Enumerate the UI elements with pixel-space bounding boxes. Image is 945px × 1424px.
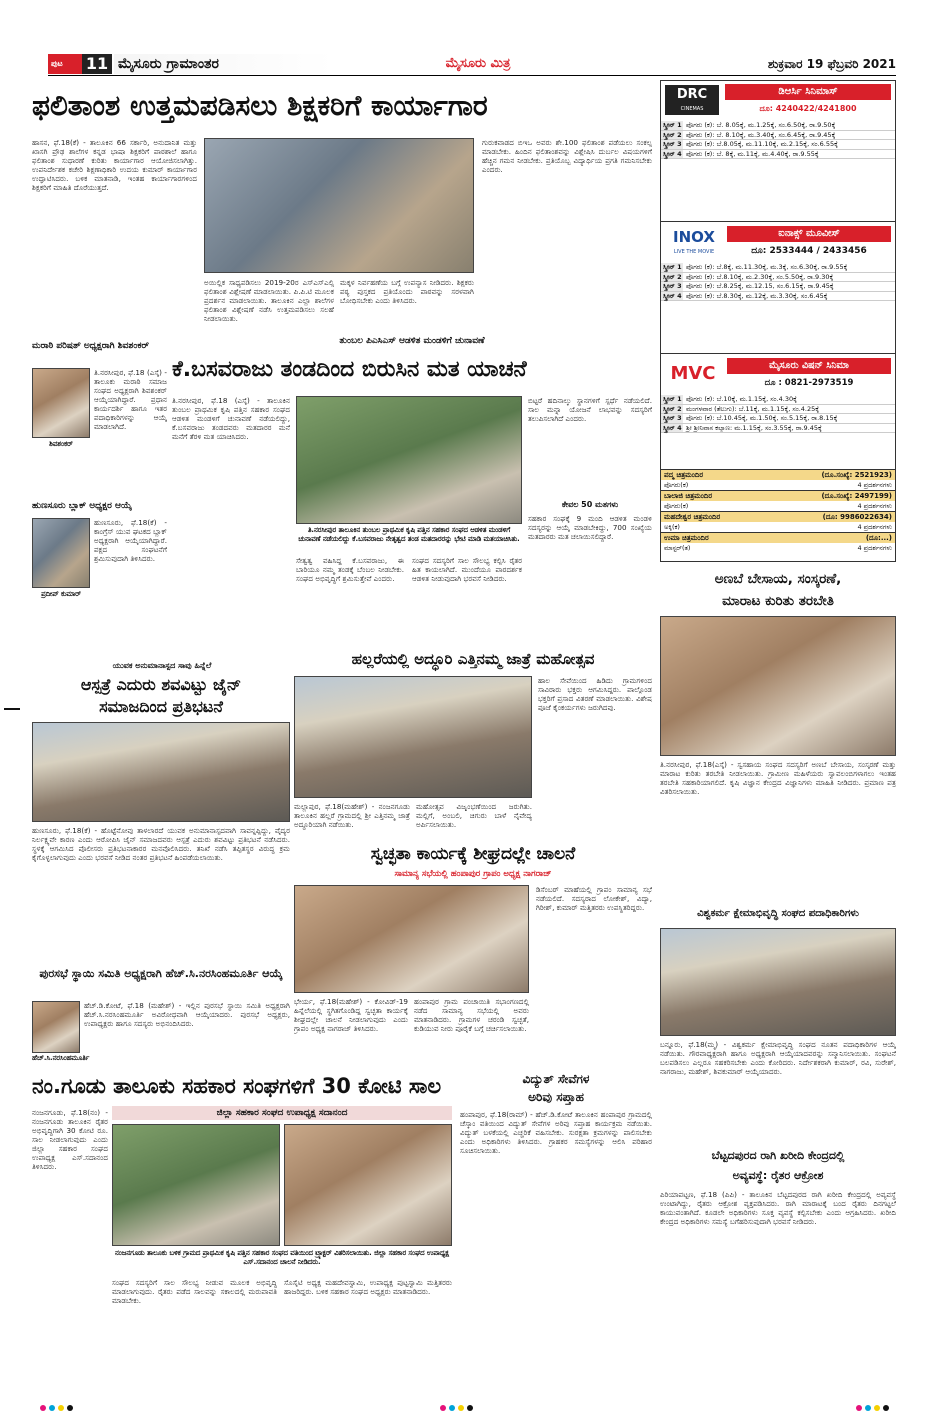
drc-row-screen: ಸ್ಕ್ರೀನ್ 3 xyxy=(663,140,682,148)
inox-row xyxy=(661,263,895,273)
registration-dot xyxy=(58,1405,64,1411)
inox-row xyxy=(661,273,895,283)
theatre-block xyxy=(661,511,895,532)
inox-row-shows: ಪೊಗರು (ಕ): ಬೆ.8ಕ್ಕೆ, ಮ.11.30ಕ್ಕೆ, ಮ.3ಕ್ಕೆ, ಸಂ.6.30ಕ್ಕೆ, ರಾ.9.55ಕ್ಕೆ xyxy=(686,263,848,271)
mvc-row-screen: ಸ್ಕ್ರೀನ್ 4 xyxy=(663,423,682,432)
story-anabe-headline-2: ಮಾರಾಟ ಕುರಿತು ತರಬೇತಿ xyxy=(722,593,834,609)
story-basava-subhead: ಕೇವಲ 50 ಮತಗಳು xyxy=(561,500,619,509)
story-loan-col-3: ಸೊಸೈಟಿ ಅಧ್ಯಕ್ಷ ಮಹದೇವಸ್ವಾಮಿ, ಉಪಾಧ್ಯಕ್ಷ ಪುಟ್ಟಸ್ವಾಮಿ ಮತ್ತಿತರರು ಹಾಜರಿದ್ದರು. ಬಳಿಕ ಸಹಕಾರ ಸಂಘದ ಅಧ್ಯಕ್ಷರು ಮಾತನಾಡಿದರು. xyxy=(284,1278,452,1296)
left-margin-mark xyxy=(4,708,20,710)
story-vishwakarma-text: ಬನ್ನೂರು, ಫೆ.18(ಮ್ಮ) - ವಿಶ್ವಕರ್ಮ ಕ್ಷೇಮಾಭಿವೃದ್ಧಿ ಸಂಘದ ನೂತನ ಪದಾಧಿಕಾರಿಗಳ ಆಯ್ಕೆ ನಡೆಯಿತು. ಗೌರವಾಧ್ಯಕ್ಷರಾಗಿ ಹಾಗೂ ಅಧ್ಯಕ್ಷರಾಗಿ ಆಯ್ಕೆಯಾದವರನ್ನು ಸನ್ಮಾನಿಸಲಾಯಿತು. ಸಂಘಟನೆ ಬಲಪಡಿಸಲು ಎಲ್ಲರೂ ಸಹಕರಿಸಬೇಕು ಎಂದು ಕೋರಿದರು. ನಿರ್ದೇಶಕರಾಗಿ ಕುಮಾರ್, ರವಿ, ಸುರೇಶ್, ನಾಗರಾಜು, ಮಹೇಶ್, ಶಿವಕುಮಾರ್ ಆಯ್ಕೆಯಾದರು. xyxy=(660,1040,896,1076)
story-anabe xyxy=(660,568,896,898)
cinema-inox-header xyxy=(661,221,895,261)
registration-dot xyxy=(440,1405,446,1411)
mvc-row-shows: ಪೊಗರು (ಕ): ಬೆ.10.45ಕ್ಕೆ, ಮ.1.50ಕ್ಕೆ, ಸಂ.5.15ಕ್ಕೆ, ರಾ.8.15ಕ್ಕೆ xyxy=(686,414,838,422)
story-loan xyxy=(32,1068,652,1386)
lead-col-3: ಮಕ್ಕಳ ನಿರ್ವಹಣೆಯ ಬಗ್ಗೆ ಉಪನ್ಯಾಸ ನೀಡಿದರು. ಶಿಕ್ಷಕರು ಪಠ್ಯ ಪುಸ್ತಕದ ಪ್ರತಿಯೊಂದು ಪಾಠವನ್ನು ಸರಳವಾಗಿ ಬೋಧಿಸಬೇಕು ಎಂದು ತಿಳಿಸಿದರು. xyxy=(340,278,474,305)
theatre-block xyxy=(661,469,895,490)
registration-dots-right xyxy=(856,1405,889,1411)
story-pura-name: ಹೆಚ್.ಸಿ.ನರಸಿಂಹಮೂರ್ತಿ xyxy=(32,1054,90,1062)
story-swachh-headline: ಸ್ವಚ್ಛತಾ ಕಾರ್ಯಕ್ಕೆ ಶೀಘ್ರದಲ್ಲೇ ಚಾಲನೆ xyxy=(370,844,576,864)
story-left-2-name: ಪ್ರದೀಪ್ ಕುಮಾರ್ xyxy=(41,590,81,598)
inox-row-shows: ಪೊಗರು (ಕ): ಬೆ.8.30ಕ್ಕೆ, ಮ.12ಕ್ಕೆ, ಮ.3.30ಕ್ಕೆ, ಸಂ.6.45ಕ್ಕೆ xyxy=(686,291,828,300)
story-swachh-col-3: ಡಿಸೆಂಬರ್ ಮಾಹೆಯಲ್ಲಿ ಗ್ರಾಪಂ ಸಾಮಾನ್ಯ ಸಭೆ ನಡೆಯಲಿದೆ. ಸದಸ್ಯರಾದ ಲೋಕೇಶ್, ವಿದ್ಯಾ, ಗಿರೀಶ್, ಕುಮಾರ್ ಮತ್ತಿತರರು ಉಪಸ್ಥಿತರಿದ್ದರು. xyxy=(536,885,652,912)
registration-dot xyxy=(449,1405,455,1411)
story-anabe-text: ತಿ.ನರಸೀಪುರ, ಫೆ.18(ಎಸ್ಕೆ) - ಸ್ವಸಹಾಯ ಸಂಘದ ಸದಸ್ಯರಿಗೆ ಅಣಬೆ ಬೇಸಾಯ, ಸಂಸ್ಕರಣೆ ಮತ್ತು ಮಾರಾಟ ಕುರಿತು ತರಬೇತಿ ನೀಡಲಾಯಿತು. ಗ್ರಾಮೀಣ ಮಹಿಳೆಯರು ಸ್ವಾವಲಂಬಿಗಳಾಗಲು ಇಂತಹ ತರಬೇತಿ ಸಹಕಾರಿಯಾಗಲಿದೆ. ಕೃಷಿ ವಿಜ್ಞಾನ ಕೇಂದ್ರದ ವಿಜ್ಞಾನಿಗಳು ಮಾಹಿತಿ ನೀಡಿದರು. ಪ್ರಮಾಣ ಪತ್ರ ವಿತರಿಸಲಾಯಿತು. xyxy=(660,760,896,796)
mvc-name: ಮೈಸೂರು ವಿಷನ್ ಸಿನಿಮಾ xyxy=(727,358,891,374)
inox-row-screen: ಸ್ಕ್ರೀನ್ 4 xyxy=(663,291,682,300)
story-swachh-photo xyxy=(294,885,529,993)
inox-row xyxy=(661,282,895,292)
theatre-name: ಉಮಾ ಚಿತ್ರಮಂದಿರ xyxy=(664,534,709,542)
story-jain-photo xyxy=(32,722,290,822)
story-left-1-text: ತಿ.ನರಸೀಪುರ, ಫೆ.18 (ಎಸ್ಕೆ) - ತಾಲೂಕು ಮರಾಠಿ ಸಮಾಜ ಸಂಘದ ಅಧ್ಯಕ್ಷರಾಗಿ ಶಿವಶಂಕರ್ ಆಯ್ಕೆಯಾಗಿದ್ದಾರೆ. ಪ್ರಧಾನ ಕಾರ್ಯದರ್ಶಿ ಹಾಗೂ ಇತರ ಪದಾಧಿಕಾರಿಗಳನ್ನು ಆಯ್ಕೆ ಮಾಡಲಾಗಿದೆ. xyxy=(94,368,167,431)
lead-headline: ಫಲಿತಾಂಶ ಉತ್ತಮಪಡಿಸಲು ಶಿಕ್ಷಕರಿಗೆ ಕಾರ್ಯಾಗಾರ xyxy=(32,89,488,122)
story-left-2-portrait xyxy=(32,518,90,588)
mvc-row xyxy=(661,424,895,434)
story-jain-headline-1: ಆಸ್ಪತ್ರೆ ಎದುರು ಶವವಿಟ್ಟು ಜೈನ್ xyxy=(80,675,242,694)
story-vidyut xyxy=(460,1068,652,1386)
inox-logo-sub: LIVE THE MOVIE xyxy=(673,249,715,255)
story-hallare xyxy=(294,646,652,836)
drc-row xyxy=(661,131,895,141)
section-name: ಮೈಸೂರು ಗ್ರಾಮಾಂತರ xyxy=(114,54,334,74)
drc-row-shows: ಪೊಗರು (ಕ): ಬೆ.8.05ಕ್ಕೆ, ಮ.11.10ಕ್ಕೆ, ಮ.2.15ಕ್ಕೆ, ಸಂ.6.55ಕ್ಕೆ xyxy=(686,140,838,148)
theatre-phone: (ದೂ.ಸಂಖ್ಯೆ: 2521923) xyxy=(821,471,892,479)
registration-dot xyxy=(467,1405,473,1411)
theatre-movie: ಅಕ್ಕಿ(ಕ) xyxy=(664,523,680,531)
theatre-shows: 4 ಪ್ರದರ್ಶನಗಳು xyxy=(857,523,892,531)
story-ragi-headline-2: ಅವ್ಯವಸ್ಥೆ: ರೈತರ ಆಕ್ರೋಶ xyxy=(732,1169,824,1182)
drc-logo-sub: CINEMAS xyxy=(680,106,704,112)
registration-dot xyxy=(40,1405,46,1411)
story-ragi xyxy=(660,1146,896,1386)
masthead-rule xyxy=(48,75,896,76)
story-jain-headline-2: ಸಮಾಜದಿಂದ ಪ್ರತಿಭಟನೆ xyxy=(99,697,223,716)
drc-row-shows: ಪೊಗರು (ಕ): ಬೆ. 8ಕ್ಕೆ, ಮ.11ಕ್ಕೆ, ಮ.4.40ಕ್ಕೆ, ರಾ.9.55ಕ್ಕೆ xyxy=(686,149,819,158)
drc-phone: ದೂ: 4240422/4241800 xyxy=(759,104,857,113)
cinema-mvc-header xyxy=(661,353,895,393)
theatre-block xyxy=(661,490,895,511)
drc-name: ಡಿಆರ್ಸಿ ಸಿನಿಮಾಸ್ xyxy=(725,84,891,100)
theatre-shows: 4 ಪ್ರದರ್ಶನಗಳು xyxy=(857,502,892,510)
registration-dots-left xyxy=(40,1405,73,1411)
story-vishwakarma-headline: ವಿಶ್ವಕರ್ಮ ಕ್ಷೇಮಾಭಿವೃದ್ಧಿ ಸಂಘದ ಪದಾಧಿಕಾರಿಗಳು xyxy=(697,908,859,919)
story-pura xyxy=(32,965,290,1065)
story-left-1 xyxy=(32,340,167,490)
story-anabe-photo xyxy=(660,616,896,756)
inox-row xyxy=(661,292,895,302)
theatre-name: ಬಾಲಾಜಿ ಚಿತ್ರಮಂದಿರ xyxy=(664,492,713,500)
registration-dot xyxy=(865,1405,871,1411)
story-hallare-headline: ಹಲ್ಲರೆಯಲ್ಲಿ ಅದ್ಧೂರಿ ಎತ್ತಿನಮ್ಮ ಜಾತ್ರೆ ಮಹೋತ್ಸವ xyxy=(351,650,595,668)
mvc-row-shows: ಶ್ರೀ ಶ್ರೀನಿವಾಸ ಕಲ್ಯಾಣ: ಮ.1.15ಕ್ಕೆ, ಸಂ.3.55ಕ್ಕೆ, ರಾ.9.45ಕ್ಕೆ xyxy=(686,423,822,432)
page-date: ಶುಕ್ರವಾರ 19 ಫೆಬ್ರವರಿ 2021 xyxy=(767,57,896,71)
inox-row-screen: ಸ್ಕ್ರೀನ್ 2 xyxy=(663,272,682,281)
story-jain xyxy=(32,660,290,960)
theatre-movie: ಪೊಗರು(ಕ) xyxy=(664,481,689,489)
inox-name: ಐನಾಕ್ಸ್ ಮೂವೀಸ್ xyxy=(727,226,891,242)
story-swachh-col-1: ಭೇರ್ಯ, ಫೆ.18(ಮಹೇಶ್) - ಕೋವಿಡ್-19 ಹಿನ್ನೆಲೆಯಲ್ಲಿ ಸ್ಥಗಿತಗೊಂಡಿದ್ದ ಸ್ವಚ್ಛತಾ ಕಾರ್ಯಕ್ಕೆ ಶೀಘ್ರದಲ್ಲೇ ಚಾಲನೆ ನೀಡಲಾಗುವುದು ಎಂದು ಗ್ರಾಪಂ ಅಧ್ಯಕ್ಷ ನಾಗರಾಜ್ ತಿಳಿಸಿದರು. xyxy=(294,997,408,1033)
drc-logo xyxy=(665,85,719,115)
story-hallare-photo xyxy=(294,676,532,798)
theatre-movie: ಮಾಸ್ಟರ್(ತ) xyxy=(664,544,691,552)
lead-col-4: ಗುರುಕವಾಡದ ಬಿಇಒ ಅವರು ಶೇ.100 ಫಲಿತಾಂಶ ಪಡೆಯಲು ಸಂಕಲ್ಪ ಮಾಡಬೇಕು. ಹಿಂದಿನ ಫಲಿತಾಂಶವನ್ನು ವಿಶ್ಲೇಷಿಸಿ ದುರ್ಬಲ ವಿಷಯಗಳಿಗೆ ಹೆಚ್ಚಿನ ಗಮನ ನೀಡಬೇಕು. ಪ್ರತಿಯೊಬ್ಬ ವಿದ್ಯಾರ್ಥಿಯ ಪ್ರಗತಿ ಗಮನಿಸಬೇಕು ಎಂದರು. xyxy=(482,138,652,174)
inox-row-shows: ಪೊಗರು (ಕ): ಬೆ.8.25ಕ್ಕೆ, ಮ.12.15, ಸಂ.6.15ಕ್ಕೆ, ರಾ.9.45ಕ್ಕೆ xyxy=(686,282,834,290)
mvc-phone: ದೂ : 0821-2973519 xyxy=(764,378,854,388)
mvc-row xyxy=(661,405,895,415)
inox-showtimes xyxy=(661,263,895,301)
page-label: ಪುಟ xyxy=(51,59,63,68)
theatre-phone: (ದೂ.ಸಂಖ್ಯೆ: 2497199) xyxy=(821,492,892,500)
theatre-shows: 4 ಪ್ರದರ್ಶನಗಳು xyxy=(857,544,892,552)
story-jain-text: ಹುಣಸೂರು, ಫೆ.18(ಕೆ) - ಹೊಟ್ಟೆನೋವು ತಾಳಲಾರದೆ ಯುವಕ ಅನುಮಾನಾಸ್ಪದವಾಗಿ ಸಾವನ್ನಪ್ಪಿದ್ದು, ವೈದ್ಯರ ನಿರ್ಲಕ್ಷ್ಯವೇ ಕಾರಣ ಎಂದು ಆರೋಪಿಸಿ ಜೈನ್ ಸಮಾಜದವರು ಆಸ್ಪತ್ರೆ ಎದುರು ಶವವಿಟ್ಟು ಪ್ರತಿಭಟನೆ ನಡೆಸಿದರು. ಸ್ಥಳಕ್ಕೆ ಆಗಮಿಸಿದ ಪೊಲೀಸರು ಪ್ರತಿಭಟನಾಕಾರರ ಮನವೊಲಿಸಿದರು. ತನಿಖೆ ನಡೆಸಿ ತಪ್ಪಿತಸ್ಥರ ವಿರುದ್ಧ ಕ್ರಮ ಕೈಗೊಳ್ಳಲಾಗುವುದು ಎಂದು ಭರವಸೆ ನೀಡಿದ ನಂತರ ಪ್ರತಿಭಟನೆ ಹಿಂಪಡೆಯಲಾಯಿತು. xyxy=(32,826,290,862)
theatre-shows: 4 ಪ್ರದರ್ಶನಗಳು xyxy=(857,481,892,489)
drc-row-screen: ಸ್ಕ್ರೀನ್ 1 xyxy=(663,121,682,129)
story-left-2 xyxy=(32,500,167,650)
mvc-row xyxy=(661,395,895,405)
inox-logo-text: INOX xyxy=(673,228,715,246)
page-number: 11 xyxy=(82,54,112,74)
story-basava-kicker: ತುಂಬಲ ಪಿಎಸಿಎಸ್ ಆಡಳಿತ ಮಂಡಳಿಗೆ ಚುನಾವಣೆ xyxy=(339,336,485,346)
story-swachh-kicker: ಸಾಮಾನ್ಯ ಸಭೆಯಲ್ಲಿ ಹಂಪಾಪುರ ಗ್ರಾಪಂ ಅಧ್ಯಕ್ಷ ನಾಗರಾಜ್ xyxy=(394,869,552,879)
drc-row xyxy=(661,140,895,150)
story-left-2-title: ಹುಣಸೂರು ಬ್ಲಾಕ್ ಅಧ್ಯಕ್ಷರ ಆಯ್ಕೆ xyxy=(32,501,132,511)
story-jain-kicker: ಯುವಕ ಅನುಮಾನಾಸ್ಪದ ಸಾವು ಹಿನ್ನೆಲೆ xyxy=(112,661,212,670)
mvc-logo: MVC xyxy=(670,363,716,384)
story-loan-headline: ನಂ.ಗೂಡು ತಾಲೂಕು ಸಹಕಾರ ಸಂಘಗಳಿಗೆ 30 ಕೋಟಿ ಸಾಲ xyxy=(32,1074,442,1098)
cinema-panel xyxy=(660,80,896,562)
story-basava-photo xyxy=(296,396,522,524)
other-theatres xyxy=(661,469,895,553)
story-basava xyxy=(172,334,652,654)
story-left-1-title: ಮರಾಠಿ ಪರಿಷತ್ ಅಧ್ಯಕ್ಷರಾಗಿ ಶಿವಶಂಕರ್ xyxy=(32,341,150,351)
story-vidyut-text: ಹಂಪಾಪುರ, ಫೆ.18(ರಾಮ್) - ಹೆಚ್.ಡಿ.ಕೋಟೆ ತಾಲೂಕಿನ ಹಂಪಾಪುರ ಗ್ರಾಮದಲ್ಲಿ ಚೆಸ್ಕಾಂ ವತಿಯಿಂದ ವಿದ್ಯುತ್ ಸೇವೆಗಳ ಅರಿವು ಸಪ್ತಾಹ ಕಾರ್ಯಕ್ರಮ ನಡೆಯಿತು. ವಿದ್ಯುತ್ ಬಳಕೆಯಲ್ಲಿ ಎಚ್ಚರಿಕೆ ವಹಿಸಬೇಕು. ಸುರಕ್ಷತಾ ಕ್ರಮಗಳನ್ನು ಪಾಲಿಸಬೇಕು ಎಂದು ಅಧಿಕಾರಿಗಳು ತಿಳಿಸಿದರು. ಗ್ರಾಹಕರ ಸಮಸ್ಯೆಗಳನ್ನು ಆಲಿಸಿ ಪರಿಹಾರ ಸೂಚಿಸಲಾಯಿತು. xyxy=(460,1110,652,1155)
story-pura-headline: ಪುರಸಭೆ ಸ್ಥಾಯಿ ಸಮಿತಿ ಅಧ್ಯಕ್ಷರಾಗಿ ಹೆಚ್.ಸಿ.ನರಸಿಂಹಮೂರ್ತಿ ಆಯ್ಕೆ xyxy=(39,967,283,980)
story-loan-kicker: ಜಿಲ್ಲಾ ಸಹಕಾರ ಸಂಘದ ಉಪಾಧ್ಯಕ್ಷ ಸದಾನಂದ xyxy=(216,1108,348,1118)
registration-dot xyxy=(458,1405,464,1411)
drc-row xyxy=(661,150,895,160)
story-hallare-col-3: ಹಾಲ ಸೇವೆಯಿಂದ ಹಿಡಿದು ಗ್ರಾಮಗಳಿಂದ ಸಾವಿರಾರು ಭಕ್ತರು ಆಗಮಿಸಿದ್ದರು. ಪಾಲ್ಗೊಂಡ ಭಕ್ತರಿಗೆ ಪ್ರಸಾದ ವಿತರಣೆ ಮಾಡಲಾಯಿತು. ವಿಶೇಷ ಪೂಜೆ ಕೈಂಕರ್ಯಗಳು ಜರುಗಿದವು. xyxy=(538,676,652,712)
drc-row-shows: ಪೊಗರು (ಕ): ಬೆ. 8.10ಕ್ಕೆ, ಮ.3.40ಕ್ಕೆ, ಸಂ.6.45ಕ್ಕೆ, ರಾ.9.45ಕ್ಕೆ xyxy=(686,130,836,139)
registration-dots-center xyxy=(440,1405,473,1411)
drc-showtimes xyxy=(661,121,895,159)
story-basava-col-3: ಸಂಘದ ಸದಸ್ಯರಿಗೆ ಸಾಲ ಸೌಲಭ್ಯ ಕಲ್ಪಿಸಿ ರೈತರ ಹಿತ ಕಾಯಲಾಗಿದೆ. ಮುಂದೆಯೂ ಪಾರದರ್ಶಕ ಆಡಳಿತ ನೀಡುವುದಾಗಿ ಭರವಸೆ ನೀಡಿದರು. xyxy=(412,556,522,583)
mvc-row-screen: ಸ್ಕ್ರೀನ್ 2 xyxy=(663,404,682,413)
story-basava-col-2: ಸೇತ್ವತ್ವ ವಹಿಸಿದ್ದ ಕೆ.ಬಸವರಾಜು, ಈ ಬಾರಿಯೂ ನಮ್ಮ ತಂಡಕ್ಕೆ ಬೆಂಬಲ ನೀಡಬೇಕು. ಸಂಘದ ಅಭಿವೃದ್ಧಿಗೆ ಶ್ರಮಿಸುತ್ತೇವೆ ಎಂದರು. xyxy=(296,556,404,583)
story-anabe-headline-1: ಅಣಬೆ ಬೇಸಾಯ, ಸಂಸ್ಕರಣೆ, xyxy=(714,571,842,587)
drc-logo-text: DRC xyxy=(676,87,708,102)
story-left-1-portrait xyxy=(32,368,90,438)
theatre-movie: ಪೊಗರು(ಕ) xyxy=(664,502,689,510)
theatre-phone: (ದೂ: 9986022634) xyxy=(822,513,892,521)
drc-row-screen: ಸ್ಕ್ರೀನ್ 4 xyxy=(663,149,682,158)
story-vidyut-headline-2: ಅರಿವು ಸಪ್ತಾಹ xyxy=(528,1090,584,1104)
story-basava-caption: ತಿ.ನರಸೀಪುರ ತಾಲೂಕಿನ ತುಂಬಲ ಪ್ರಾಥಮಿಕ ಕೃಷಿ ಪತ್ತಿನ ಸಹಕಾರ ಸಂಘದ ಆಡಳಿತ ಮಂಡಳಿಗೆ ಚುನಾವಣೆ ನಡೆಯಲಿದ್ದು ಕೆ.ಬಸವರಾಜು ನೇತೃತ್ವದ ತಂಡ ಮತದಾರರನ್ನು ಭೇಟಿ ಮಾಡಿ ಮತಯಾಚಿಸಿತು. xyxy=(298,526,520,543)
story-hallare-col-2: ಮಹೋತ್ಸವ ವಿಜೃಂಭಣೆಯಿಂದ ಜರುಗಿತು. ಮಲ್ಲಿಗೆ, ಅಂಬಲಿ, ಚಿಗುರು ಬಾಳೆ ನೈವೇದ್ಯ ಅರ್ಪಿಸಲಾಯಿತು. xyxy=(416,802,532,829)
mvc-row xyxy=(661,414,895,424)
inox-row-screen: ಸ್ಕ್ರೀನ್ 1 xyxy=(663,263,682,271)
inox-row-shows: ಪೊಗರು (ಕ): ಬೆ.8.10ಕ್ಕೆ, ಮ.2.30ಕ್ಕೆ, ಸಂ.5.50ಕ್ಕೆ, ರಾ.9.30ಕ್ಕೆ xyxy=(686,272,834,281)
inox-phone: ದೂ: 2533444 / 2433456 xyxy=(751,246,867,256)
registration-dot xyxy=(67,1405,73,1411)
story-basava-headline: ಕೆ.ಬಸವರಾಜು ತಂಡದಿಂದ ಬಿರುಸಿನ ಮತ ಯಾಚನೆ xyxy=(172,357,527,382)
theatre-name: ಮಹದೇಶ್ವರ ಚಿತ್ರಮಂದಿರ xyxy=(664,513,721,521)
story-left-2-text: ಹುಣಸೂರು, ಫೆ.18(ಕೆ) - ಕಾಂಗ್ರೆಸ್ ಯುವ ಘಟಕದ ಬ್ಲಾಕ್ ಅಧ್ಯಕ್ಷರಾಗಿ ಆಯ್ಕೆಯಾಗಿದ್ದಾರೆ. ಪಕ್ಷದ ಸಂಘಟನೆಗೆ ಶ್ರಮಿಸುವುದಾಗಿ ತಿಳಿಸಿದರು. xyxy=(94,518,167,563)
story-basava-col-4b: ಸಹಕಾರ ಸಂಘಕ್ಕೆ 9 ಮಂದಿ ಆಡಳಿತ ಮಂಡಳಿ ಸದಸ್ಯರನ್ನು ಆಯ್ಕೆ ಮಾಡಬೇಕಿದ್ದು, 700 ಸಂಖ್ಯೆಯ ಮತದಾರರು ಮತ ಚಲಾಯಿಸಲಿದ್ದಾರೆ. xyxy=(528,514,652,541)
story-vishwakarma-photo xyxy=(660,928,896,1036)
story-pura-portrait xyxy=(32,1001,80,1053)
story-vidyut-headline-1: ವಿದ್ಯುತ್ ಸೇವೆಗಳ xyxy=(522,1072,590,1086)
inox-row-screen: ಸ್ಕ್ರೀನ್ 3 xyxy=(663,282,682,290)
lead-col-2: ಅಯಿಲ್ಲಿಕ ಸಾಧ್ಯಪಡಿಸಲು 2019-20ರ ಎಸ್ಎಸ್ಎಲ್ಸಿ ಫಲಿತಾಂಶ ವಿಶ್ಲೇಷಣೆ ಮಾಡಲಾಯಿತು. ಪಿ.ಪಿ.ಟಿ ಮೂಲಕ ಪ್ರದರ್ಶನ ಮಾಡಲಾಯಿತು. ತಾಲೂಕಿನ ಎಲ್ಲಾ ಶಾಲೆಗಳ ಫಲಿತಾಂಶ ವಿಶ್ಲೇಷಣೆ ನಡೆಸಿ ಉತ್ತಮಪಡಿಸಲು ಸಲಹೆ ನೀಡಲಾಯಿತು. xyxy=(204,278,334,323)
inox-logo xyxy=(665,226,723,258)
story-ragi-headline-1: ಬೆಟ್ಟದಪುರದ ರಾಗಿ ಖರೀದಿ ಕೇಂದ್ರದಲ್ಲಿ xyxy=(711,1149,845,1162)
story-loan-photo-1 xyxy=(112,1124,280,1246)
masthead xyxy=(48,52,896,76)
story-loan-col-2: ಸಂಘದ ಸದಸ್ಯರಿಗೆ ಸಾಲ ಸೌಲಭ್ಯ ನೀಡುವ ಮೂಲಕ ಅಭಿವೃದ್ಧಿ ಮಾಡಲಾಗುವುದು. ರೈತರು ಪಡೆದ ಸಾಲವನ್ನು ಸಕಾಲದಲ್ಲಿ ಮರುಪಾವತಿ ಮಾಡಬೇಕು. xyxy=(112,1278,277,1305)
registration-dot xyxy=(49,1405,55,1411)
registration-dot xyxy=(856,1405,862,1411)
story-loan-photo-2 xyxy=(284,1124,452,1246)
theatre-name: ಪದ್ಮ ಚಿತ್ರಮಂದಿರ xyxy=(664,471,704,479)
story-loan-col-1: ನಂಜನಗೂಡು, ಫೆ.18(ನಂ) - ನಂಜನಗೂಡು ತಾಲೂಕಿನ ರೈತರ ಅಭಿವೃದ್ಧಿಗಾಗಿ 30 ಕೋಟಿ ರೂ. ಸಾಲ ನೀಡಲಾಗುವುದು ಎಂದು ಜಿಲ್ಲಾ ಸಹಕಾರ ಸಂಘದ ಉಪಾಧ್ಯಕ್ಷ ಎಸ್.ಸದಾನಂದ ತಿಳಿಸಿದರು. xyxy=(32,1108,108,1171)
story-hallare-col-1: ಮಲ್ಲಾಪುರ, ಫೆ.18(ಮಹೇಶ್) - ನಂಜನಗೂಡು ತಾಲೂಕಿನ ಹಲ್ಲರೆ ಗ್ರಾಮದಲ್ಲಿ ಶ್ರೀ ಎತ್ತಿನಮ್ಮ ಜಾತ್ರೆ ಅದ್ಧೂರಿಯಾಗಿ ನಡೆಯಿತು. xyxy=(294,802,410,829)
registration-dot xyxy=(874,1405,880,1411)
registration-dot xyxy=(883,1405,889,1411)
drc-row xyxy=(661,121,895,131)
story-loan-kicker-bar xyxy=(112,1106,452,1120)
lead-photo xyxy=(204,138,474,273)
page-label-badge xyxy=(48,54,82,74)
theatre-phone: (ದೂ:...) xyxy=(865,534,892,542)
story-swachh-col-2: ಹಂಪಾಪುರ ಗ್ರಾಮ ಪಂಚಾಯಿತಿ ಸಭಾಂಗಣದಲ್ಲಿ ನಡೆದ ಸಾಮಾನ್ಯ ಸಭೆಯಲ್ಲಿ ಅವರು ಮಾತನಾಡಿದರು. ಗ್ರಾಮಗಳ ಚರಂಡಿ ಸ್ವಚ್ಛತೆ, ಕುಡಿಯುವ ನೀರು ಪೂರೈಕೆ ಬಗ್ಗೆ ಚರ್ಚಿಸಲಾಯಿತು. xyxy=(414,997,529,1033)
lead-col-1: ಹಾಸನ, ಫೆ.18(ಕೆ) - ತಾಲೂಕಿನ 66 ಸರ್ಕಾರಿ, ಅನುದಾನಿತ ಮತ್ತು ಖಾಸಗಿ ಪ್ರೌಢ ಶಾಲೆಗಳ ಕನ್ನಡ ಭಾಷಾ ಶಿಕ್ಷಕರಿಗೆ ಪಾಠಶಾಲೆ ಹಾಗೂ ಫಲಿತಾಂಶ ಸುಧಾರಣೆ ಕುರಿತು ಕಾರ್ಯಾಗಾರ ಆಯೋಜಿಸಲಾಗಿತ್ತು. ಉಪನಿರ್ದೇಶಕ ಕಚೇರಿ ಶಿಕ್ಷಣಾಧಿಕಾರಿ ಉದಯ ಕುಮಾರ್ ಕಾರ್ಯಾಗಾರ ಉದ್ಘಾಟಿಸಿದರು. ಬಳಿಕ ಮಾತನಾಡಿ, ಇಂತಹ ಕಾರ್ಯಾಗಾರಗಳಿಂದ ಶಿಕ್ಷಕರಿಗೆ ಮಾಹಿತಿ ದೊರೆಯುತ್ತದೆ. xyxy=(32,138,197,192)
mvc-row-screen: ಸ್ಕ್ರೀನ್ 3 xyxy=(663,414,682,422)
paper-name: ಮೈಸೂರು ಮಿತ್ರ xyxy=(445,56,511,71)
drc-row-shows: ಪೊಗರು (ಕ): ಬೆ. 8.05ಕ್ಕೆ, ಮ.1.25ಕ್ಕೆ, ಸಂ.6.50ಕ್ಕೆ, ರಾ.9.50ಕ್ಕೆ xyxy=(686,121,836,129)
story-basava-col-1: ತಿ.ನರಸೀಪುರ, ಫೆ.18 (ಎಸ್ಕೆ) - ತಾಲೂಕಿನ ತುಂಬಲ ಪ್ರಾಥಮಿಕ ಕೃಷಿ ಪತ್ತಿನ ಸಹಕಾರ ಸಂಘದ ಆಡಳಿತ ಮಂಡಳಿಗೆ ಚುನಾವಣೆ ನಡೆಯಲಿದ್ದು, ಕೆ.ಬಸವರಾಜು ತಂಡದವರು ಮತದಾರರ ಮನೆ ಮನೆಗೆ ತೆರಳಿ ಮತ ಯಾಚಿಸಿದರು. xyxy=(172,396,290,441)
theatre-block xyxy=(661,532,895,553)
story-basava-col-4: ಬಿಟ್ಟರೆ ಹದಿನಾಲ್ಕು ಸ್ಥಾನಗಳಿಗೆ ಸ್ಪರ್ಧೆ ನಡೆಯಲಿದೆ. ಸಾಲ ಮನ್ನಾ ಯೋಜನೆ ಲಾಭವನ್ನು ಸದಸ್ಯರಿಗೆ ತಲುಪಿಸಲಾಗಿದೆ ಎಂದರು. xyxy=(528,396,652,423)
story-pura-text: ಹೆಚ್.ಡಿ.ಕೋಟೆ, ಫೆ.18 (ಮಹೇಶ್) - ಇಲ್ಲಿನ ಪುರಸಭೆ ಸ್ಥಾಯಿ ಸಮಿತಿ ಅಧ್ಯಕ್ಷರಾಗಿ ಹೆಚ್.ಸಿ.ನರಸಿಂಹಮೂರ್ತಿ ಅವಿರೋಧವಾಗಿ ಆಯ್ಕೆಯಾದರು. ಪುರಸಭೆ ಅಧ್ಯಕ್ಷರು, ಉಪಾಧ್ಯಕ್ಷರು ಹಾಗೂ ಸದಸ್ಯರು ಅಭಿನಂದಿಸಿದರು. xyxy=(84,1001,290,1028)
mvc-row-shows: ಮಂಗಳವಾರ (ತೆಲುಗು): ಬೆ.11ಕ್ಕೆ, ಮ.1.15ಕ್ಕೆ, ಸಂ.4.25ಕ್ಕೆ xyxy=(686,404,820,413)
story-vishwakarma xyxy=(660,902,896,1140)
mvc-row-screen: ಸ್ಕ್ರೀನ್ 1 xyxy=(663,395,682,403)
mvc-showtimes xyxy=(661,395,895,433)
story-loan-caption: ನಂಜನಗೂಡು ತಾಲೂಕು ಬಳಿಕ ಗ್ರಾಮದ ಪ್ರಾಥಮಿಕ ಕೃಷಿ ಪತ್ತಿನ ಸಹಕಾರ ಸಂಘದ ವತಿಯಿಂದ ಟ್ರ್ಯಾಕ್ಟರ್ ವಿತರಿಸಲಾಯಿತು. ಜಿಲ್ಲಾ ಸಹಕಾರ ಸಂಘದ ಉಪಾಧ್ಯಕ್ಷ ಎಸ್.ಸದಾನಂದ ಚಾಲನೆ ನೀಡಿದರು. xyxy=(115,1249,449,1266)
story-swachh xyxy=(294,840,652,1065)
story-left-1-name: ಶಿವಶಂಕರ್ xyxy=(49,440,73,448)
lead-story xyxy=(32,80,652,330)
mvc-row-shows: ಪೊಗರು (ಕ): ಬೆ.10ಕ್ಕೆ, ಮ.1.15ಕ್ಕೆ, ಸಂ.4.30ಕ್ಕೆ xyxy=(686,395,797,403)
story-ragi-text: ಪಿರಿಯಾಪಟ್ಟಣ, ಫೆ.18 (ಪಿಪಿ) - ತಾಲೂಕಿನ ಬೆಟ್ಟದಪುರದ ರಾಗಿ ಖರೀದಿ ಕೇಂದ್ರದಲ್ಲಿ ಅವ್ಯವಸ್ಥೆ ಉಂಟಾಗಿದ್ದು, ರೈತರು ಆಕ್ರೋಶ ವ್ಯಕ್ತಪಡಿಸಿದರು. ರಾಗಿ ಮಾರಾಟಕ್ಕೆ ಬಂದ ರೈತರು ದಿನಗಟ್ಟಲೆ ಕಾಯುವಂತಾಗಿದೆ. ಕೂಡಲೇ ಅಧಿಕಾರಿಗಳು ಸೂಕ್ತ ವ್ಯವಸ್ಥೆ ಕಲ್ಪಿಸಬೇಕು ಎಂದು ಆಗ್ರಹಿಸಿದರು. ಖರೀದಿ ಕೇಂದ್ರದ ಅಧಿಕಾರಿಗಳು ಸಮಸ್ಯೆ ಬಗೆಹರಿಸುವುದಾಗಿ ಭರವಸೆ ನೀಡಿದರು. xyxy=(660,1190,896,1226)
cinema-drc-header xyxy=(661,81,895,119)
drc-row-screen: ಸ್ಕ್ರೀನ್ 2 xyxy=(663,130,682,139)
